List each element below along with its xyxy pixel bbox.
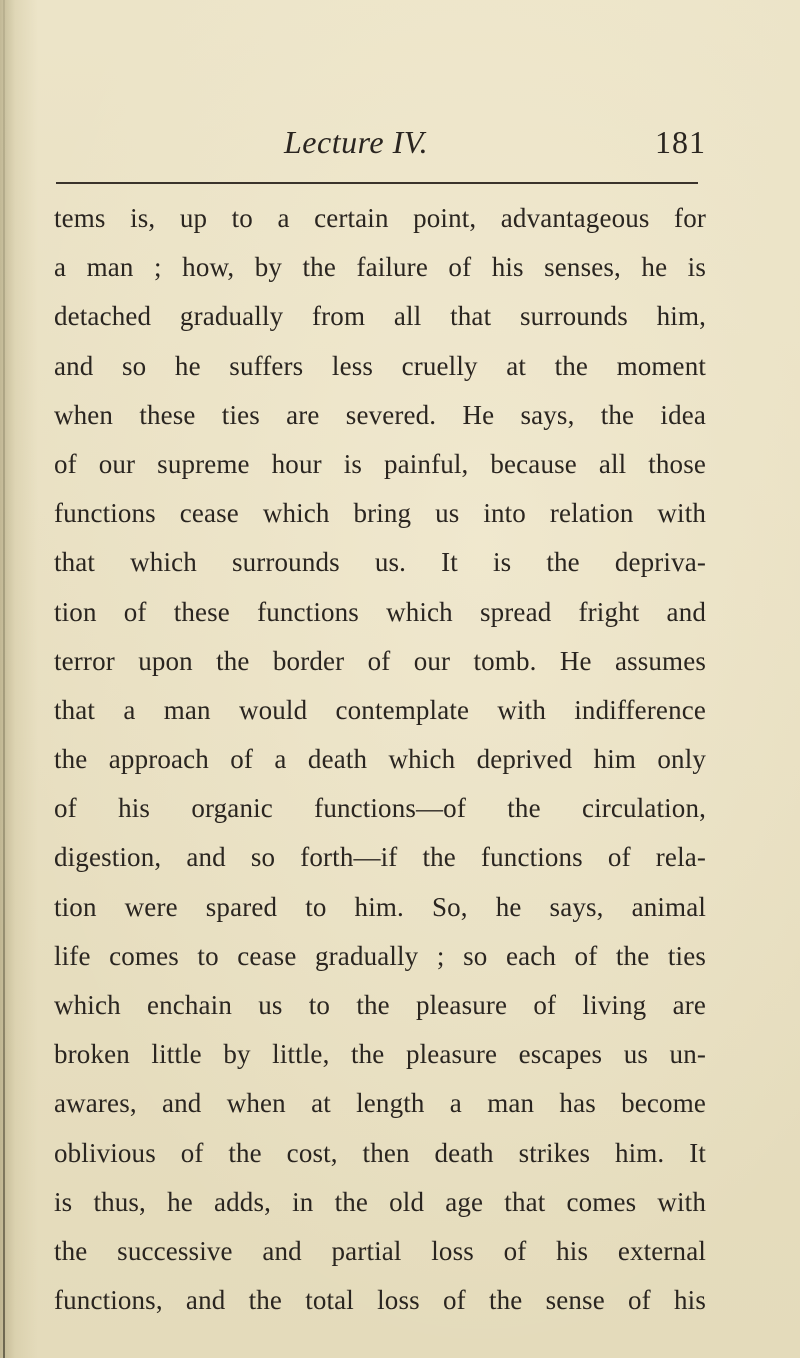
text-line: when these ties are severed. He says, the idea (54, 399, 706, 430)
text-line: of his organic functions—of the circulation, (54, 793, 706, 824)
text-line: digestion, and so forth—if the functions of rela- (54, 842, 706, 873)
body-text (54, 194, 706, 1325)
text-line: tems is, up to a certain point, advantageous for (54, 203, 706, 233)
text-line: of our supreme hour is painful, because all those (54, 448, 706, 479)
text-line: the approach of a death which deprived him only (54, 744, 706, 775)
page-binding-edge (0, 0, 38, 1358)
text-line: and so he suffers less cruelly at the moment (54, 350, 706, 381)
page-number: 181 (655, 124, 706, 160)
header-rule (56, 182, 698, 184)
text-line: which enchain us to the pleasure of living are (54, 990, 706, 1020)
text-line: life comes to cease gradually ; so each of the ties (54, 940, 706, 971)
running-title: Lecture IV. (284, 124, 429, 160)
text-line: the successive and partial loss of his external (54, 1235, 706, 1266)
text-line: is thus, he adds, in the old age that comes with (54, 1186, 706, 1217)
text-line: tion were spared to him. So, he says, animal (54, 891, 706, 922)
text-line: that which surrounds us. It is the depriva- (54, 547, 706, 578)
text-line: oblivious of the cost, then death strikes him. It (54, 1137, 706, 1168)
text-line: functions, and the total loss of the sense of his (54, 1285, 706, 1316)
text-line: terror upon the border of our tomb. He assumes (54, 645, 706, 676)
text-line: functions cease which bring us into relation with (54, 498, 706, 529)
page-header (54, 124, 706, 164)
text-line: a man ; how, by the failure of his senses, he is (54, 252, 706, 283)
text-line: tion of these functions which spread fright and (54, 596, 706, 627)
page-binding-shadow (3, 0, 5, 1358)
text-line: awares, and when at length a man has become (54, 1088, 706, 1119)
text-line: that a man would contemplate with indifference (54, 694, 706, 725)
text-line: broken little by little, the pleasure escapes us un- (54, 1039, 706, 1070)
text-line: detached gradually from all that surrounds him, (54, 301, 706, 332)
